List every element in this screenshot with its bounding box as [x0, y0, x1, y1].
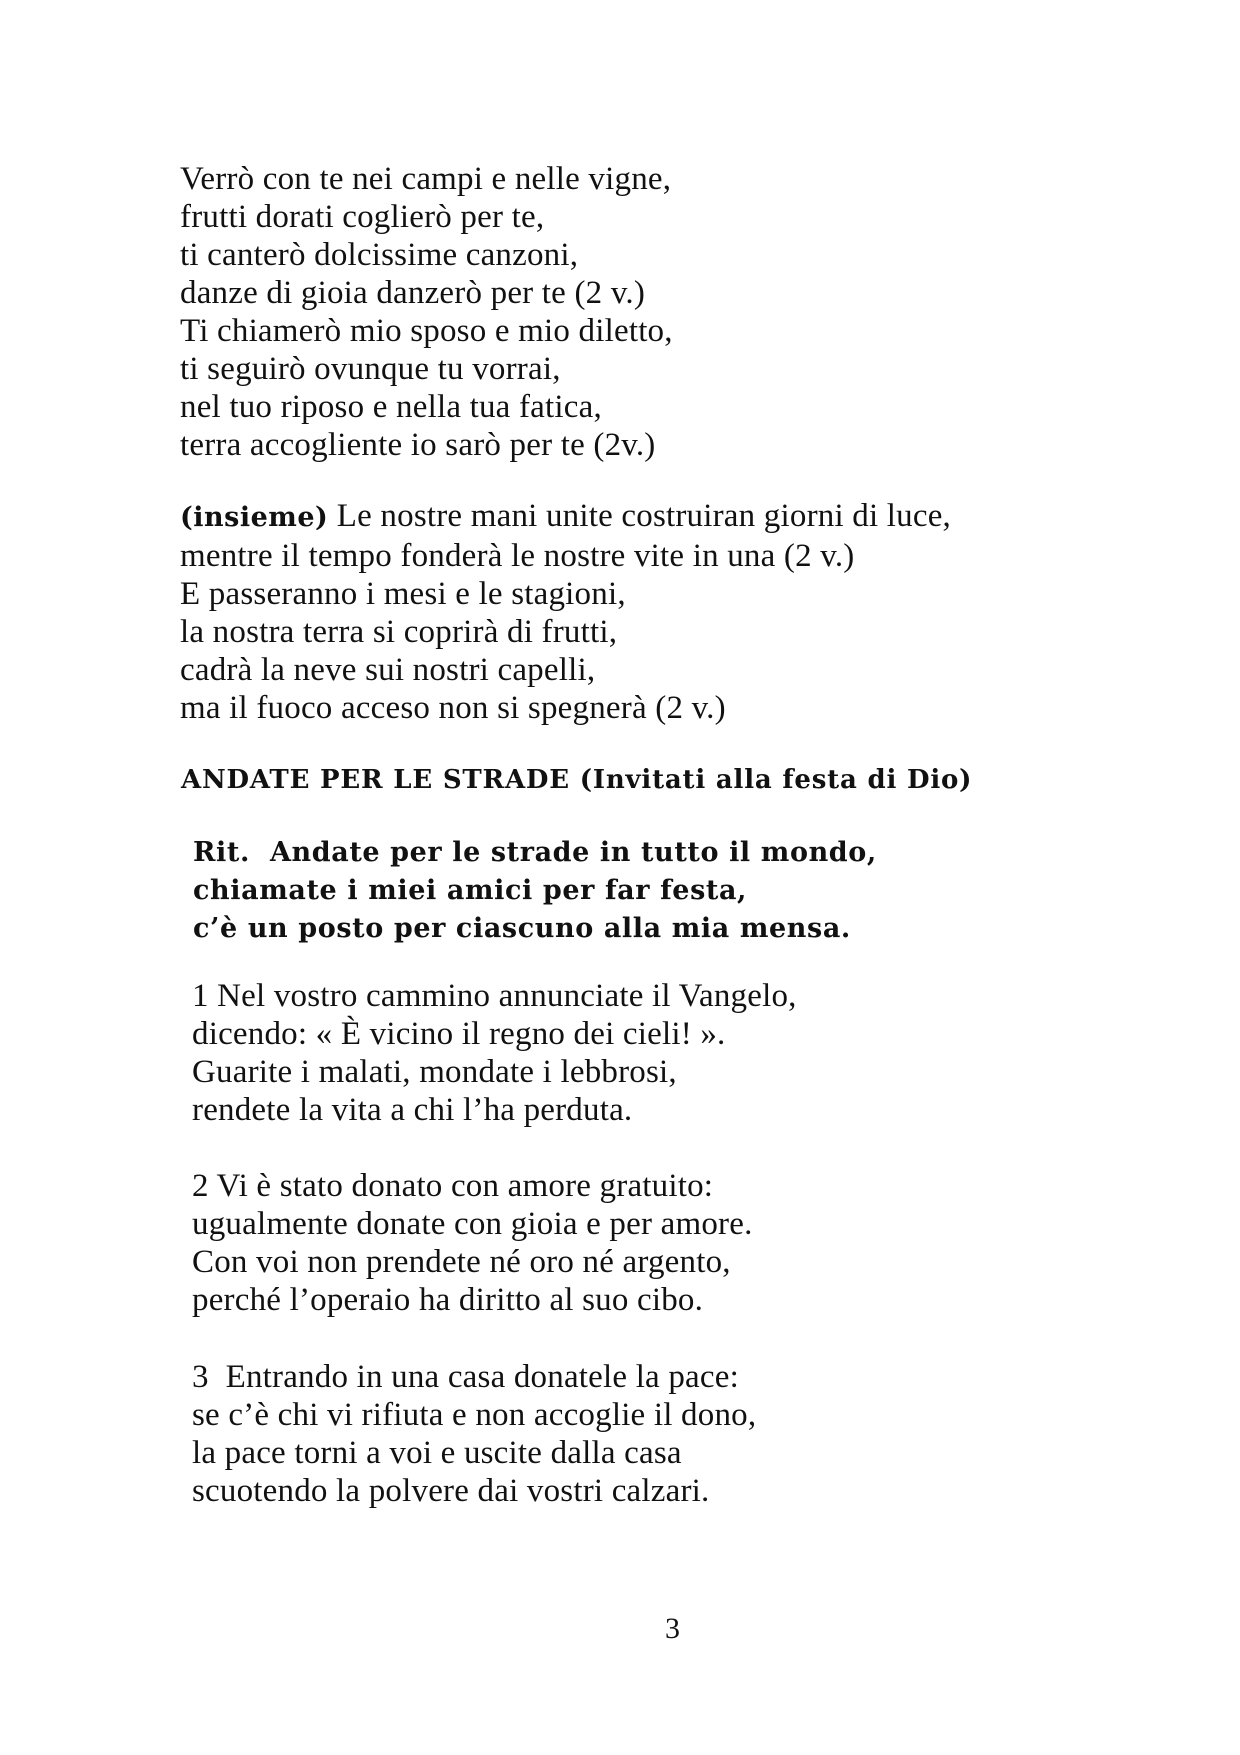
- refrain-line: c’è un posto per ciascuno alla mia mensa.: [193, 913, 851, 944]
- stanza-2-line: mentre il tempo fonderà le nostre vite in una (2 v.): [180, 538, 855, 574]
- verse-3-line: la pace torni a voi e uscite dalla casa: [192, 1435, 682, 1471]
- verse-2: [192, 1167, 753, 1319]
- verse-3: [192, 1358, 756, 1510]
- insieme-label: (insieme): [180, 502, 329, 533]
- verse-2-line: perché l’operaio ha diritto al suo cibo.: [192, 1282, 704, 1318]
- stanza-1-line: ti canterò dolcissime canzoni,: [180, 237, 579, 273]
- verse-2-line: Con voi non prendete né oro né argento,: [192, 1244, 731, 1280]
- verse-3-line: 3 Entrando in una casa donatele la pace:: [192, 1359, 739, 1395]
- refrain: [193, 834, 877, 948]
- stanza-1-line: nel tuo riposo e nella tua fatica,: [180, 389, 602, 425]
- stanza-1-line: frutti dorati coglierò per te,: [180, 199, 545, 235]
- page-number: 3: [665, 1612, 680, 1645]
- stanza-1-line: Ti chiamerò mio sposo e mio diletto,: [180, 313, 673, 349]
- refrain-line: Rit. Andate per le strade in tutto il mondo,: [193, 837, 877, 868]
- stanza-1: [180, 160, 673, 464]
- stanza-2-line: cadrà la neve sui nostri capelli,: [180, 652, 596, 688]
- verse-3-line: scuotendo la polvere dai vostri calzari.: [192, 1473, 710, 1509]
- stanza-2-first-line-text: Le nostre mani unite costruiran giorni di luce,: [328, 498, 952, 534]
- verse-1-line: rendete la vita a chi l’ha perduta.: [192, 1092, 633, 1128]
- verse-2-line: 2 Vi è stato donato con amore gratuito:: [192, 1168, 714, 1204]
- stanza-2-first-line: [180, 497, 951, 537]
- verse-1: [192, 977, 797, 1129]
- stanza-2-line: ma il fuoco acceso non si spegnerà (2 v.): [180, 690, 726, 726]
- song-title: ANDATE PER LE STRADE (Invitati alla festa di Dio): [181, 765, 973, 795]
- stanza-1-line: ti seguirò ovunque tu vorrai,: [180, 351, 561, 387]
- verse-2-line: ugualmente donate con gioia e per amore.: [192, 1206, 753, 1242]
- verse-1-line: Guarite i malati, mondate i lebbrosi,: [192, 1054, 677, 1090]
- stanza-1-line: Verrò con te nei campi e nelle vigne,: [180, 161, 672, 197]
- stanza-1-line: terra accogliente io sarò per te (2v.): [180, 427, 656, 463]
- stanza-1-line: danze di gioia danzerò per te (2 v.): [180, 275, 646, 311]
- verse-1-line: 1 Nel vostro cammino annunciate il Vangelo,: [192, 978, 797, 1014]
- stanza-2: [180, 497, 951, 727]
- verse-1-line: dicendo: « È vicino il regno dei cieli! ».: [192, 1016, 726, 1052]
- stanza-2-line: E passeranno i mesi e le stagioni,: [180, 576, 626, 612]
- refrain-line: chiamate i miei amici per far festa,: [193, 875, 748, 906]
- stanza-2-line: la nostra terra si coprirà di frutti,: [180, 614, 618, 650]
- verse-3-line: se c’è chi vi rifiuta e non accoglie il dono,: [192, 1397, 757, 1433]
